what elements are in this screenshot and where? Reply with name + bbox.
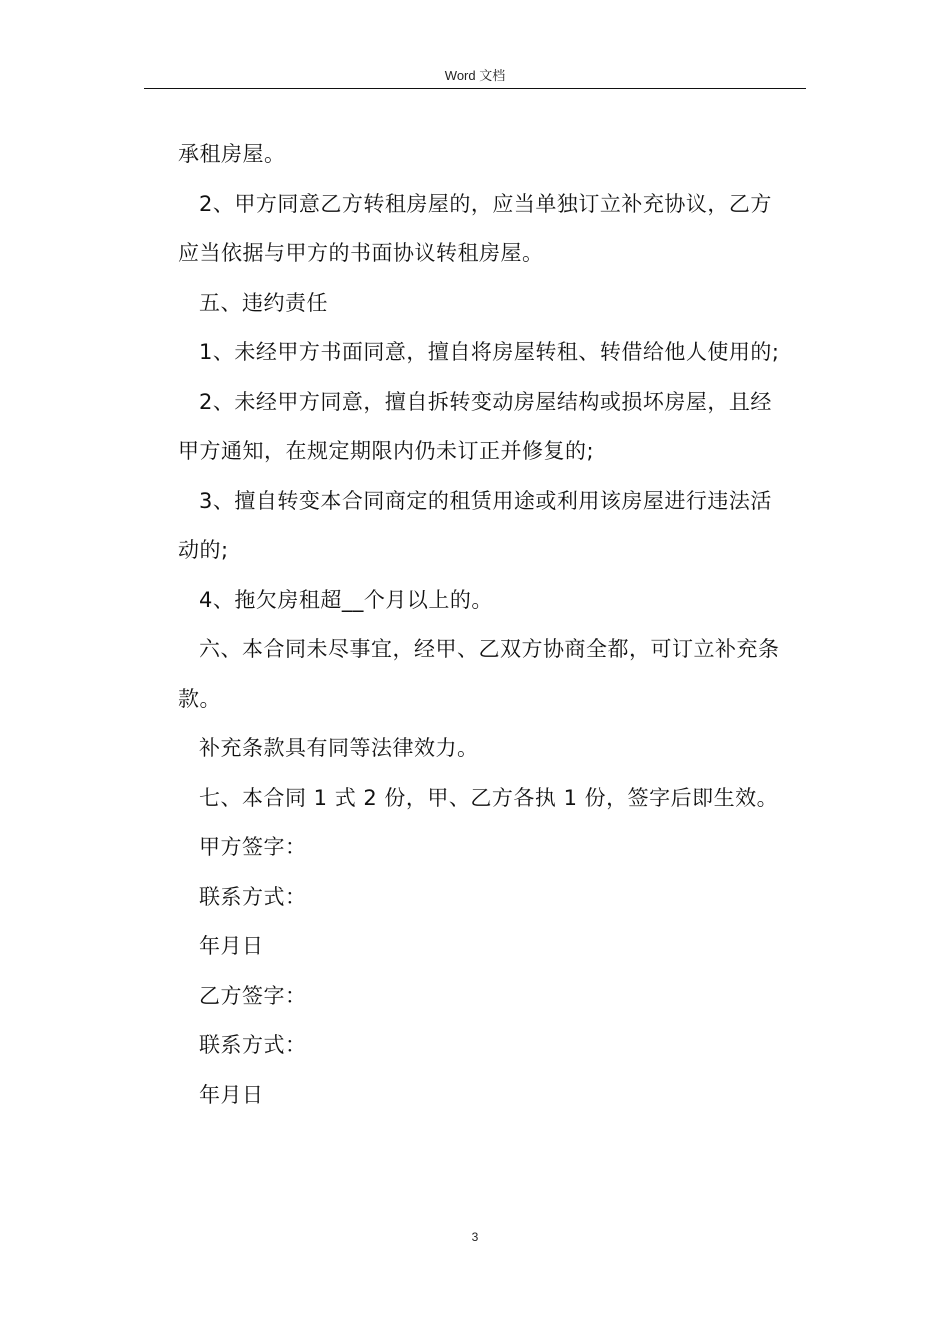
text-line: 1、未经甲方书面同意，擅自将房屋转租、转借给他人使用的; xyxy=(199,340,780,364)
text-line: 2、甲方同意乙方转租房屋的，应当单独订立补充协议，乙方 xyxy=(199,191,772,216)
page-number: 3 xyxy=(471,1230,479,1244)
header-rule xyxy=(144,88,806,89)
text-line: 甲方通知，在规定期限内仍未订正并修复的; xyxy=(178,439,595,463)
text-line: 款。 xyxy=(178,686,221,711)
text-line: 4、拖欠房租超__个月以上的。 xyxy=(199,587,493,612)
text-line: 应当依据与甲方的书面协议转租房屋。 xyxy=(178,241,544,265)
contact-label: 联系方式： xyxy=(199,884,307,909)
text-line: 2、未经甲方同意，擅自拆转变动房屋结构或损坏房屋，且经 xyxy=(199,389,772,414)
date-label: 年月日 xyxy=(199,934,264,958)
text-line: 七、本合同 1 式 2 份，甲、乙方各执 1 份，签字后即生效。 xyxy=(199,785,779,810)
signature-label: 乙方签字： xyxy=(199,983,307,1008)
text-line: 3、擅自转变本合同商定的租赁用途或利用该房屋进行违法活 xyxy=(199,488,772,513)
contact-label: 联系方式： xyxy=(199,1033,307,1057)
text-line: 补充条款具有同等法律效力。 xyxy=(199,736,479,760)
document-body xyxy=(178,130,794,1120)
text-line: 动的; xyxy=(178,538,229,562)
section-heading: 五、违约责任 xyxy=(199,290,328,315)
signature-label: 甲方签字： xyxy=(199,835,307,859)
page-header: Word 文档 xyxy=(444,68,506,83)
text-line: 承租房屋。 xyxy=(178,142,286,166)
text-line: 六、本合同未尽事宜，经甲、乙双方协商全都，可订立补充条 xyxy=(199,637,780,661)
date-label: 年月日 xyxy=(199,1082,264,1107)
